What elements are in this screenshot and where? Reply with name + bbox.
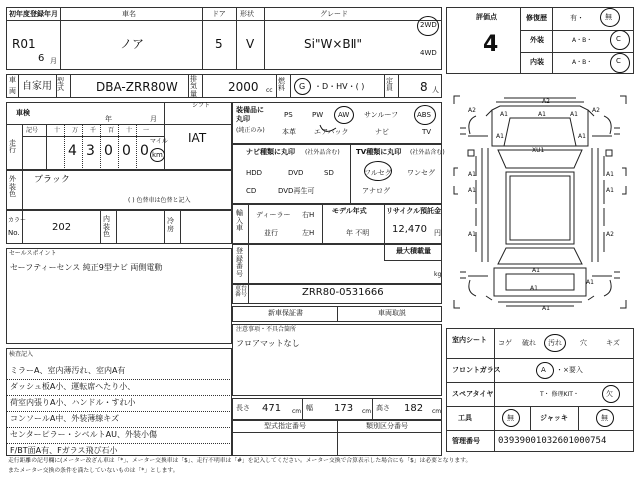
reg-month-unit: 月 bbox=[50, 57, 57, 65]
unit-label-1: 十 bbox=[54, 127, 61, 134]
score-label: 評価点 bbox=[476, 13, 497, 21]
tv-title: TV種類に丸印 bbox=[356, 148, 402, 156]
seat-opt-tear: 破れ bbox=[522, 339, 536, 347]
month-unit: 月 bbox=[150, 115, 157, 123]
exterior-color-value: ブラック bbox=[34, 175, 70, 185]
equip-airbag: エアバック bbox=[314, 128, 349, 136]
tv-analog: アナログ bbox=[362, 187, 390, 195]
inspection-line-2: ダッシュ板A小、運転席へたり小、 bbox=[10, 382, 136, 391]
nav-note: (社外品含む) bbox=[305, 149, 340, 156]
capacity-value: 8 bbox=[420, 80, 428, 94]
exterior-label: 外装 bbox=[530, 36, 544, 44]
mile-label: マイル bbox=[150, 138, 168, 145]
import-parallel: 並行 bbox=[264, 229, 278, 237]
body-shape: V bbox=[246, 37, 255, 51]
import-right: 右H bbox=[302, 211, 315, 219]
damage-mark-7: A1 bbox=[496, 133, 504, 140]
width-value: 173 bbox=[334, 403, 354, 414]
damage-mark-13: A1 bbox=[606, 187, 614, 194]
damage-mark-11: XU1 bbox=[532, 147, 545, 154]
damage-mark-2: A1 bbox=[538, 111, 546, 118]
equip-leather: 本革 bbox=[282, 128, 296, 136]
damage-mark-18: A1 bbox=[542, 305, 550, 312]
unit-label-2: 万 bbox=[72, 127, 79, 134]
damage-mark-9: A1 bbox=[468, 171, 476, 178]
type-approval-label: 型式指定番号 bbox=[264, 422, 306, 430]
damage-mark-12: A1 bbox=[468, 187, 476, 194]
capacity-unit: 人 bbox=[432, 86, 439, 94]
equipment-sub: (純正のみ) bbox=[236, 127, 265, 134]
reg-era: R01 bbox=[12, 37, 36, 51]
interior-options: A・B・ bbox=[572, 59, 593, 66]
equip-abs: ABS bbox=[417, 111, 431, 119]
equip-sunroof: サンルーフ bbox=[364, 111, 399, 119]
displacement-unit: cc bbox=[266, 87, 273, 94]
tools-value: 無 bbox=[507, 414, 514, 422]
car-damage-diagram bbox=[446, 76, 634, 324]
height-unit: cm bbox=[432, 408, 442, 415]
inspection-line-5: センターピラー・シベルトAU、外装小傷 bbox=[10, 430, 158, 439]
damage-mark-8: A1 bbox=[578, 133, 586, 140]
vehicle-manual: 車両取説 bbox=[378, 309, 406, 317]
color-no-label-a: カラー bbox=[8, 217, 27, 224]
sales-text: セーフティーセンス 純正9型ナビ 両側電動 bbox=[10, 263, 163, 272]
sales-label: セールスポイント bbox=[9, 250, 57, 257]
footer-note-2: またメーター交換の条件を満たしていないものは「*」とします。 bbox=[8, 468, 179, 474]
tv-oneseg: ワンセグ bbox=[407, 169, 435, 177]
vehicle-label-a: 車 bbox=[9, 76, 16, 84]
width-label: 幅 bbox=[306, 404, 313, 412]
recycle-label: リサイクル預託金 bbox=[386, 207, 442, 215]
equipment-title: 装備品に丸印 bbox=[236, 106, 264, 124]
notes-label: 注意事項・不具合箇所 bbox=[236, 326, 297, 333]
door-count: 5 bbox=[215, 37, 223, 51]
plate-label: 登録番号 bbox=[236, 247, 243, 279]
mileage-digit-2: 3 bbox=[86, 143, 95, 159]
mgmt-label: 管理番号 bbox=[452, 437, 480, 445]
import-left: 左H bbox=[302, 229, 315, 237]
inspection-line-6: F/BT面A有、Fガラス飛び石小 bbox=[10, 446, 118, 455]
mileage-digit-3: 0 bbox=[104, 143, 113, 159]
mileage-side-label: 走行 bbox=[9, 139, 16, 154]
mileage-digit-5: 0 bbox=[140, 143, 149, 159]
equip-pw: PW bbox=[312, 111, 324, 119]
damage-mark-15: A2 bbox=[606, 231, 614, 238]
spare-options: T・ 修理KIT・ bbox=[540, 391, 579, 398]
model-year-value: 年 不明 bbox=[346, 229, 370, 237]
interior-color-label: 内装色 bbox=[103, 215, 110, 239]
airbag-check-mark bbox=[318, 122, 338, 136]
exterior-options: A・B・ bbox=[572, 37, 593, 44]
damage-mark-1: A2 bbox=[542, 98, 550, 105]
reg-date-label: 初年度登録年月 bbox=[9, 10, 58, 18]
seat-opt-burn: コゲ bbox=[498, 339, 512, 347]
interior-selected: C bbox=[616, 57, 621, 65]
jack-value: 無 bbox=[601, 414, 608, 422]
repair-selected: 無 bbox=[605, 13, 612, 21]
height-value: 182 bbox=[404, 403, 424, 414]
notes-text: フロアマットなし bbox=[236, 339, 300, 348]
exterior-selected: C bbox=[616, 35, 621, 43]
seat-opt-dirt: 汚れ bbox=[548, 339, 562, 347]
classification-label: 類別区分番号 bbox=[366, 422, 408, 430]
mgmt-number: 03939001032601000754 bbox=[498, 436, 607, 446]
glass-rest: ・×要入 bbox=[556, 366, 583, 374]
nav-hdd: HDD bbox=[246, 169, 263, 177]
mileage-digit-1: 4 bbox=[68, 143, 77, 159]
glass-value: A bbox=[541, 366, 546, 374]
new-car-warranty: 新車保証書 bbox=[268, 309, 303, 317]
tools-label: 工具 bbox=[458, 414, 472, 422]
unit-label-6: 一 bbox=[143, 127, 150, 134]
spare-selected: 欠 bbox=[606, 390, 613, 398]
inspection-label: 車検 bbox=[16, 109, 30, 117]
import-dealer: ディーラー bbox=[256, 211, 291, 219]
spare-label: スペアタイヤ bbox=[452, 390, 494, 398]
recycle-value: 12,470 bbox=[392, 224, 427, 235]
vehicle-label-b: 両 bbox=[9, 87, 16, 95]
width-unit: cm bbox=[362, 408, 372, 415]
equip-nav: ナビ bbox=[375, 128, 389, 136]
glass-label: フロントガラス bbox=[452, 366, 501, 374]
model-year-label: モデル年式 bbox=[332, 207, 367, 215]
grade-value: Si"W×BⅡ" bbox=[304, 37, 363, 51]
drive-4wd: 4WD bbox=[420, 49, 437, 57]
unit-label-code: 記号 bbox=[26, 127, 39, 134]
grade-label: グレード bbox=[320, 10, 348, 18]
displacement-label: 排気量 bbox=[190, 75, 197, 98]
damage-mark-3: A2 bbox=[468, 107, 476, 114]
load-unit: kg bbox=[434, 271, 442, 278]
chassis-label: 車台番号 bbox=[235, 285, 248, 299]
inspection-line-1: ミラーA、室内薄汚れ、室内A有 bbox=[10, 366, 126, 375]
color-change-note: ( ) 色替車は色替と記入 bbox=[128, 197, 191, 204]
color-no-label-b: No. bbox=[8, 229, 20, 237]
model-value: DBA-ZRR80W bbox=[96, 80, 178, 94]
damage-mark-4: A2 bbox=[592, 107, 600, 114]
inspection-notes-label: 検査記入 bbox=[9, 351, 34, 358]
door-label: ドア bbox=[212, 10, 226, 18]
damage-mark-16: A1 bbox=[532, 267, 540, 274]
repair-options: 有・ bbox=[570, 14, 584, 22]
unit-label-3: 千 bbox=[90, 127, 97, 134]
shift-label: シフト bbox=[192, 102, 211, 109]
drive-2wd: 2WD bbox=[420, 21, 437, 29]
seat-label: 室内シート bbox=[452, 336, 487, 344]
inspection-line-3: 荷室内張りA小、ハンドル・すれ小 bbox=[10, 398, 136, 407]
car-name: ノア bbox=[120, 37, 145, 51]
damage-mark-10: A1 bbox=[606, 171, 614, 178]
length-label: 長さ bbox=[236, 404, 250, 412]
fuel-label: 燃料 bbox=[278, 77, 285, 92]
damage-mark-5: A1 bbox=[500, 111, 508, 118]
shape-label: 形状 bbox=[240, 10, 254, 18]
tv-fullseg: フルセグ bbox=[364, 169, 392, 177]
capacity-label: 定員 bbox=[386, 77, 393, 92]
color-no-value: 202 bbox=[52, 222, 72, 233]
tv-note: (社外品含む) bbox=[410, 149, 445, 156]
nav-dvd: DVD bbox=[288, 169, 304, 177]
unit-label-5: 十 bbox=[126, 127, 133, 134]
damage-mark-14: A1 bbox=[468, 231, 476, 238]
unit-label-4: 百 bbox=[108, 127, 115, 134]
inspection-line-4: コンソールA中、外装薄線キズ bbox=[10, 414, 120, 423]
height-label: 高さ bbox=[376, 404, 390, 412]
displacement-value: 2000 bbox=[228, 80, 259, 94]
jack-label: ジャッキ bbox=[540, 414, 568, 422]
exterior-color-label: 外装色 bbox=[9, 175, 16, 199]
color-no-block bbox=[6, 210, 232, 244]
car-name-label: 車名 bbox=[122, 10, 136, 18]
equip-ps: PS bbox=[284, 111, 293, 119]
fuel-options: ・D・HV・( ) bbox=[314, 82, 365, 91]
score-value: 4 bbox=[483, 32, 499, 57]
nav-title: ナビ種類に丸印 bbox=[246, 148, 295, 156]
seat-opt-hole: 穴 bbox=[580, 339, 587, 347]
damage-mark-17: A1 bbox=[530, 285, 538, 292]
chassis-value: ZRR80-0531666 bbox=[302, 287, 384, 298]
equip-tv: TV bbox=[422, 128, 432, 136]
model-label: 型式 bbox=[57, 77, 64, 92]
seat-opt-scratch: キズ bbox=[606, 339, 620, 347]
nav-sd: SD bbox=[324, 169, 334, 177]
damage-mark-19: A1 bbox=[586, 279, 594, 286]
recycle-unit: 円 bbox=[434, 229, 441, 237]
usage-value: 自家用 bbox=[22, 81, 52, 92]
footer-note-1: 走行距離の記号欄に(メーター改ざん車は「*」、メーター交換車は「$」、走行不明車は「#」を記入してください。メーター交換で合算表示した場合にも「$」は必要となります。 bbox=[8, 458, 472, 464]
damage-mark-6: A1 bbox=[570, 111, 578, 118]
load-label: 最大積載量 bbox=[396, 247, 431, 255]
nav-dvd-play: DVD再生可 bbox=[278, 187, 315, 195]
year-unit: 年 bbox=[105, 115, 112, 123]
mileage-digit-4: 0 bbox=[122, 143, 131, 159]
registration-row bbox=[6, 74, 442, 98]
length-value: 471 bbox=[262, 403, 282, 414]
fuel-value: G bbox=[299, 82, 306, 91]
interior-label: 内装 bbox=[530, 58, 544, 66]
length-unit: cm bbox=[292, 408, 302, 415]
reg-month: 6 bbox=[38, 53, 45, 64]
repair-label: 修復歴 bbox=[526, 14, 547, 22]
km-label: km bbox=[152, 151, 163, 159]
ac-label: 冷房 bbox=[167, 217, 174, 233]
equip-aw: AW bbox=[338, 111, 350, 119]
nav-cd: CD bbox=[246, 187, 257, 195]
notes-block bbox=[232, 324, 442, 396]
import-label: 輸入車 bbox=[236, 209, 243, 233]
shift-value: IAT bbox=[188, 131, 207, 145]
